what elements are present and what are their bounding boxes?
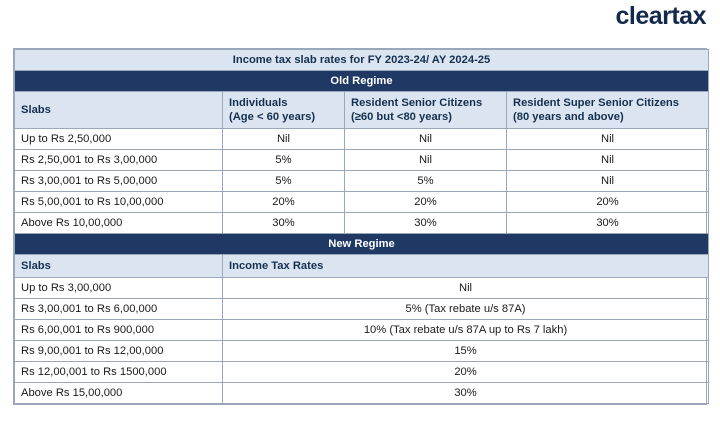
column-header-super-senior-citizens-line2: (80 years and above) <box>513 111 624 123</box>
table-row <box>15 213 709 234</box>
column-header-individuals-line2: (Age < 60 years) <box>229 111 316 123</box>
column-header-individuals-line1: Individuals <box>229 97 288 109</box>
table-row <box>15 362 709 383</box>
column-header-senior-citizens-line1: Resident Senior Citizens <box>351 97 483 109</box>
old-regime-heading: Old Regime <box>15 71 709 92</box>
old-slab-label: Rs 3,00,001 to Rs 5,00,000 <box>15 171 223 192</box>
new-slab-label: Rs 6,00,001 to Rs 900,000 <box>15 320 223 341</box>
old-senior-rate: 5% <box>345 171 507 192</box>
new-slab-label: Up to Rs 3,00,000 <box>15 278 223 299</box>
table-title: Income tax slab rates for FY 2023-24/ AY 2024-25 <box>15 50 709 71</box>
new-slab-rate: 15% <box>223 341 709 362</box>
old-super-senior-rate: Nil <box>507 129 709 150</box>
old-individuals-rate: Nil <box>223 129 345 150</box>
old-slab-label: Rs 5,00,001 to Rs 10,00,000 <box>15 192 223 213</box>
old-slab-label: Rs 2,50,001 to Rs 3,00,000 <box>15 150 223 171</box>
new-slab-label: Rs 9,00,001 to Rs 12,00,000 <box>15 341 223 362</box>
old-regime-column-headers <box>15 92 709 129</box>
table-row <box>15 299 709 320</box>
new-slab-label: Rs 12,00,001 to Rs 1500,000 <box>15 362 223 383</box>
table-row <box>15 278 709 299</box>
column-header-senior-citizens <box>345 92 507 129</box>
old-individuals-rate: 5% <box>223 150 345 171</box>
old-individuals-rate: 30% <box>223 213 345 234</box>
old-individuals-rate: 20% <box>223 192 345 213</box>
column-header-slabs: Slabs <box>15 92 223 129</box>
column-header-individuals <box>223 92 345 129</box>
column-header-senior-citizens-line2: (≥60 but <80 years) <box>351 111 452 123</box>
new-slab-label: Above Rs 15,00,000 <box>15 383 223 404</box>
new-regime-heading: New Regime <box>15 234 709 255</box>
old-regime-heading-row <box>15 71 709 92</box>
old-super-senior-rate: Nil <box>507 171 709 192</box>
new-slab-rate: 5% (Tax rebate u/s 87A) <box>223 299 709 320</box>
old-senior-rate: 20% <box>345 192 507 213</box>
old-senior-rate: Nil <box>345 150 507 171</box>
table-row <box>15 383 709 404</box>
old-slab-label: Above Rs 10,00,000 <box>15 213 223 234</box>
table-title-row <box>15 50 709 71</box>
table-row <box>15 192 709 213</box>
column-header-super-senior-citizens <box>507 92 709 129</box>
table-row <box>15 320 709 341</box>
new-slab-label: Rs 3,00,001 to Rs 6,00,000 <box>15 299 223 320</box>
table-row <box>15 129 709 150</box>
new-slab-rate: 10% (Tax rebate u/s 87A up to Rs 7 lakh) <box>223 320 709 341</box>
new-slab-rate: 30% <box>223 383 709 404</box>
cleartax-logo: cleartax <box>615 2 706 30</box>
old-super-senior-rate: Nil <box>507 150 709 171</box>
new-column-header-slabs: Slabs <box>15 255 223 278</box>
old-individuals-rate: 5% <box>223 171 345 192</box>
column-header-super-senior-citizens-line1: Resident Super Senior Citizens <box>513 97 679 109</box>
new-column-header-rates: Income Tax Rates <box>223 255 709 278</box>
table-row <box>15 341 709 362</box>
tax-slab-table <box>13 48 707 405</box>
new-regime-column-headers <box>15 255 709 278</box>
new-slab-rate: Nil <box>223 278 709 299</box>
old-senior-rate: Nil <box>345 129 507 150</box>
old-slab-label: Up to Rs 2,50,000 <box>15 129 223 150</box>
new-slab-rate: 20% <box>223 362 709 383</box>
table-row <box>15 171 709 192</box>
old-super-senior-rate: 30% <box>507 213 709 234</box>
table-row <box>15 150 709 171</box>
old-senior-rate: 30% <box>345 213 507 234</box>
old-super-senior-rate: 20% <box>507 192 709 213</box>
new-regime-heading-row <box>15 234 709 255</box>
